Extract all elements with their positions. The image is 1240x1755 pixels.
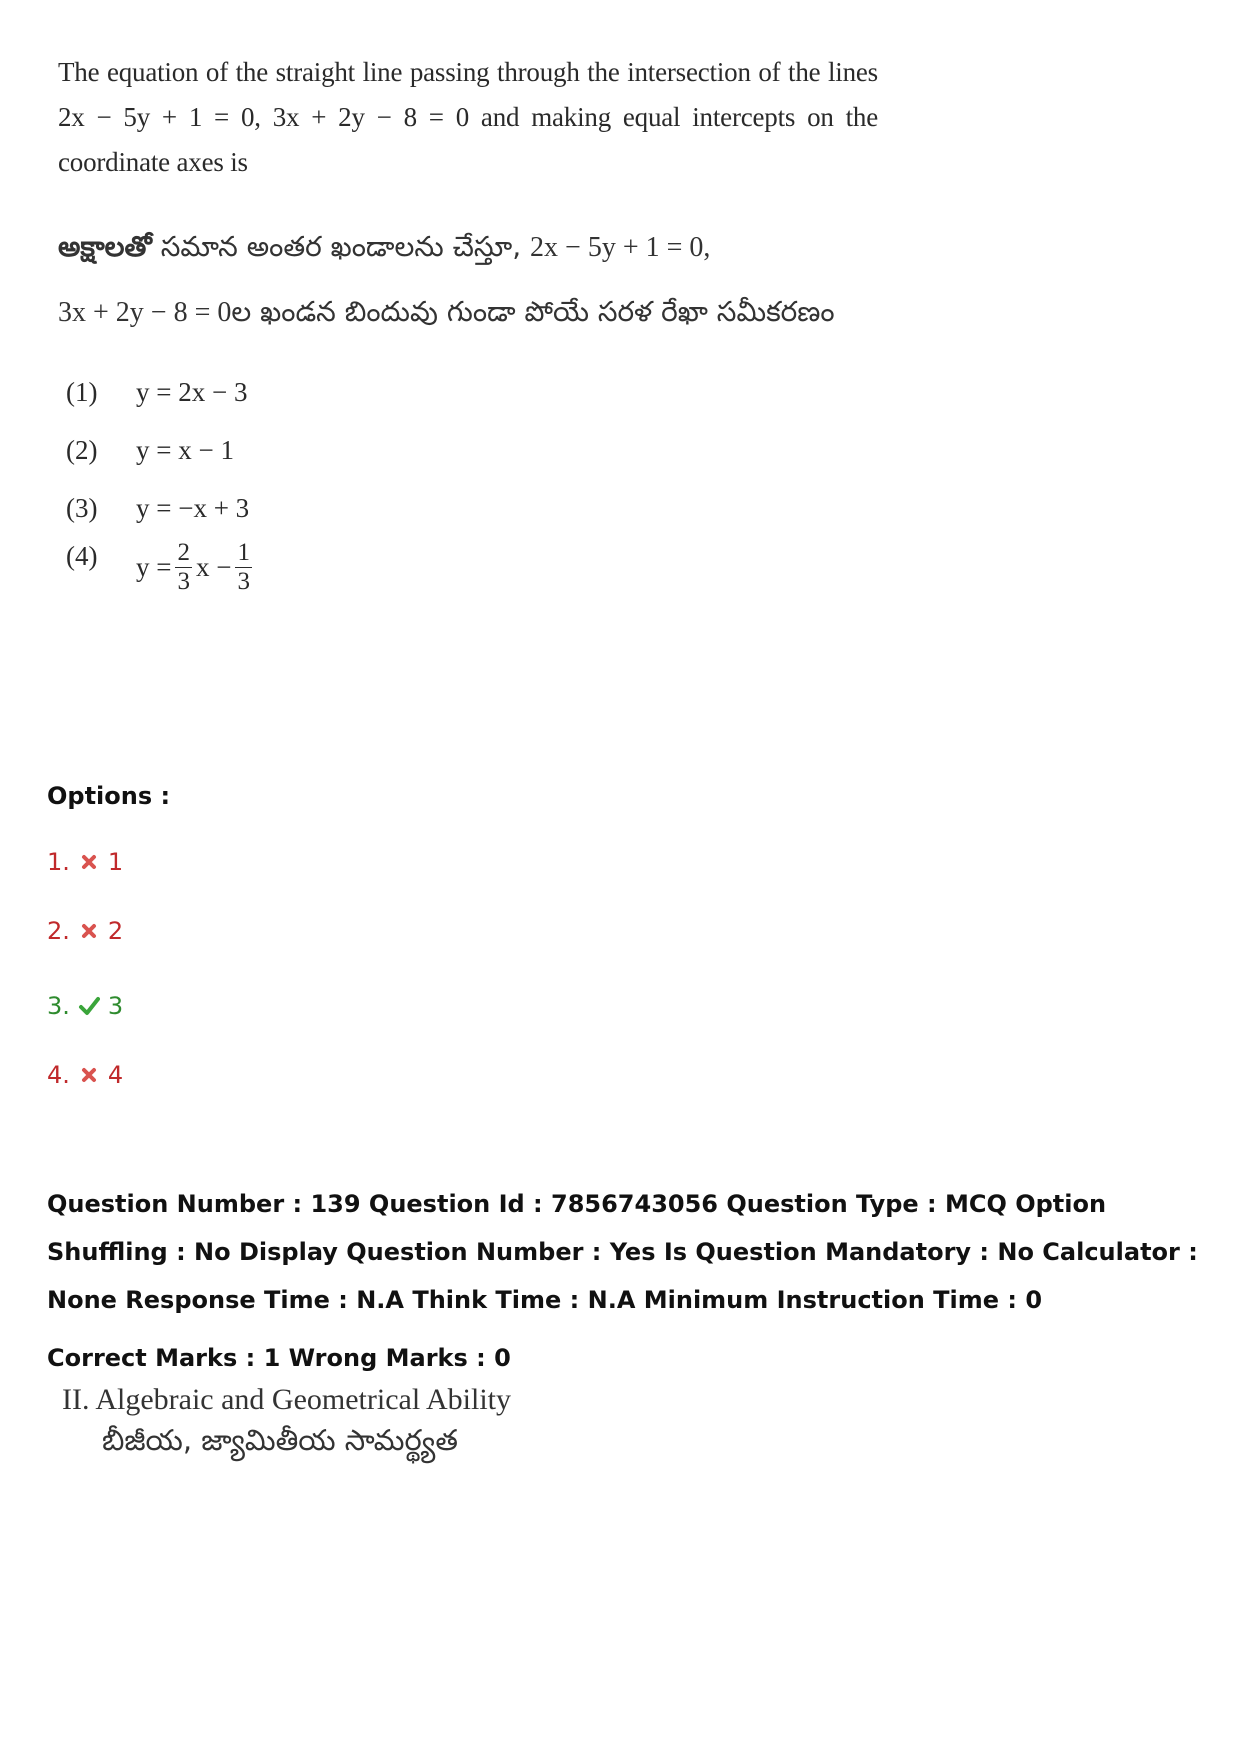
answer-number: (3) — [66, 492, 98, 523]
answer-choice — [58, 363, 898, 421]
option-index: 2. — [47, 917, 70, 945]
fraction — [235, 539, 252, 596]
fraction-middle: x − — [195, 552, 232, 582]
telugu-bold-word: అక్షాలతో — [58, 230, 152, 263]
question-metadata: Question Number : 139 Question Id : 7856743056 Question Type : MCQ Option Shuffling : No Display Question Number : Yes Is Question Mandatory : No Calculator : None Response Time : N.A Think Time : N.A Minimum Instruction Time : 0 — [47, 1190, 1198, 1314]
cross-icon — [78, 851, 100, 873]
option-value: 1 — [107, 848, 124, 876]
question-image — [58, 50, 898, 617]
telugu-line-2-equation: 3x + 2y − 8 = 0 — [58, 297, 232, 328]
marks-info: Correct Marks : 1 Wrong Marks : 0 — [47, 1344, 511, 1372]
answer-number: (4) — [66, 541, 98, 571]
option-index: 3. — [47, 992, 70, 1020]
option-4 — [47, 1061, 123, 1089]
options-label: Options : — [47, 782, 171, 810]
answer-number: (2) — [66, 434, 98, 465]
answer-expression: y = 2x − 3 — [136, 376, 248, 407]
option-value: 3 — [107, 992, 124, 1020]
section-heading — [62, 1380, 511, 1460]
fraction-lhs: y = — [136, 552, 172, 582]
option-2 — [47, 917, 123, 945]
cross-icon — [78, 920, 100, 942]
section-heading-english: II. Algebraic and Geometrical Ability — [62, 1383, 512, 1416]
answer-number: (1) — [66, 376, 98, 407]
telugu-line-2 — [58, 290, 898, 335]
answer-choice — [58, 479, 898, 537]
fraction-denominator: 3 — [237, 568, 250, 595]
cross-icon — [78, 1064, 100, 1086]
answer-choice — [58, 537, 898, 617]
fraction-numerator: 2 — [177, 539, 190, 566]
answer-expression: y = −x + 3 — [136, 492, 250, 523]
answer-expression: y = x − 1 — [136, 434, 234, 465]
option-index: 1. — [47, 848, 70, 876]
answer-expression-fraction — [136, 537, 256, 596]
telugu-line-2-text: ల ఖండన బిందువు గుండా పోయే సరళ రేఖా సమీకరణం — [231, 295, 835, 328]
question-text-english: The equation of the straight line passing through the intersection of the lines 2x − 5y + 1 = 0, 3x + 2y − 8 = 0 and making equal intercepts on the coordinate axes is — [58, 57, 878, 177]
fraction — [175, 539, 192, 596]
answer-choices — [58, 363, 898, 617]
question-text-telugu — [58, 225, 898, 335]
option-1 — [47, 848, 123, 876]
fraction-denominator: 3 — [177, 568, 190, 595]
section-heading-telugu: బీజీయ, జ్యామితీయ సామర్థ్యత — [102, 1423, 458, 1457]
telugu-line-1-text: సమాన అంతర ఖండాలను చేస్తూ, — [151, 230, 531, 263]
answer-choice — [58, 421, 898, 479]
telugu-line-1 — [58, 225, 898, 270]
option-value: 2 — [107, 917, 124, 945]
fraction-numerator: 1 — [237, 539, 250, 566]
telugu-line-1-equation: 2x − 5y + 1 = 0, — [530, 232, 711, 263]
option-index: 4. — [47, 1061, 70, 1089]
check-icon — [78, 995, 100, 1017]
option-3 — [47, 992, 123, 1020]
option-value: 4 — [107, 1061, 124, 1089]
